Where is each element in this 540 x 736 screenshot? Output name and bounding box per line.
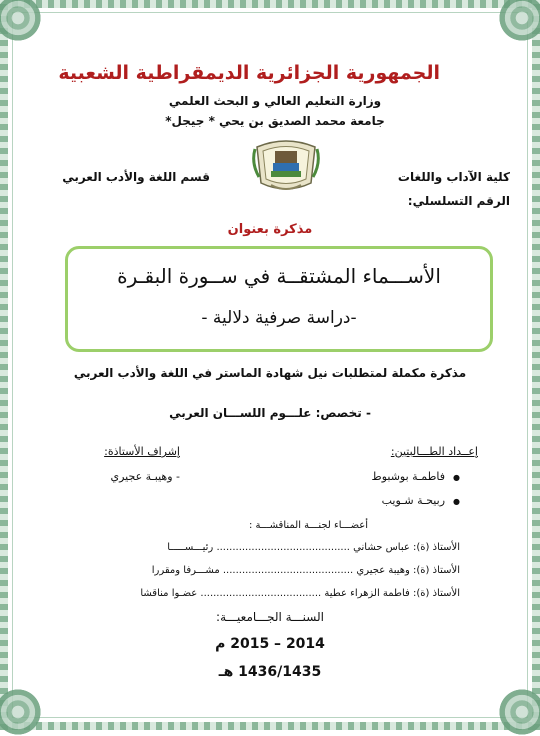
corner-ornament-bottom-right (498, 688, 540, 736)
committee-member-1 (167, 542, 460, 553)
committee-member-dots: ......................................... (222, 565, 354, 576)
republic-title: الجمهورية الجزائرية الديمقراطية الشعبية (58, 62, 440, 84)
ministry-name: وزارة التعليم العالي و البحث العلمي (168, 94, 382, 108)
department-name: قسم اللغة والأدب العربي (62, 170, 210, 184)
supervisor-heading: إشراف الأستاذة: (104, 445, 180, 458)
students-heading: إعــداد الطـــالبتين: (390, 445, 478, 458)
committee-heading: أعضـــاء لجنـــة المناقشـــة : (248, 520, 368, 531)
committee-member-3 (140, 588, 460, 599)
university-emblem-icon (251, 133, 321, 195)
serial-number-label: الرقم التسلسلي: (407, 194, 510, 208)
border-left (0, 0, 8, 730)
committee-member-role: مشـــرفا ومقررا (151, 565, 220, 576)
academic-year-label: السنـــة الجـــامعيـــة: (216, 610, 324, 624)
university-name: جامعة محمد الصديق بن يحي * جيجل* (165, 114, 385, 128)
supervisor-name: - وهيبـة عجيري (110, 470, 180, 483)
academic-year-gregorian: 2014 – 2015 م (215, 636, 325, 652)
thesis-purpose: مذكرة مكملة لمتطلبات نيل شهادة الماستر في اللغة والأدب العربي (73, 366, 467, 380)
committee-member-name: الأستاذ (ة): عباس حشاني (353, 542, 460, 553)
academic-year-hijri: 1436/1435 هـ (218, 664, 322, 680)
title-box (65, 246, 493, 352)
committee-member-name: الأستاذ (ة): وهيبة عجيري (356, 565, 460, 576)
committee-member-role: رئيـــســـــا (167, 542, 214, 553)
thesis-title: الأســـماء المشتقــة في ســورة البقـرة (117, 264, 441, 288)
student-2: ● ربيحـة شـويب (382, 494, 460, 507)
committee-member-role: عضـوا مناقشا (140, 588, 198, 599)
committee-member-dots: ...................................... (200, 588, 322, 599)
memo-label: مذكرة بعنوان (227, 222, 313, 237)
specialty: - تخصص: علـــوم اللســـان العربي (169, 406, 371, 420)
committee-member-2 (152, 565, 460, 576)
committee-member-name: الأستاذ (ة): فاطمة الزهراء عطية (324, 588, 460, 599)
student-1: ● فاطمـة بوشبوط (372, 470, 460, 483)
thesis-subtitle: -دراسة صرفية دلالية - (201, 308, 357, 328)
committee-member-dots: .......................................... (216, 542, 350, 553)
border-top (0, 0, 540, 8)
border-right (532, 0, 540, 730)
border-bottom (0, 722, 540, 730)
college-name: كلية الآداب واللغات (397, 170, 510, 184)
